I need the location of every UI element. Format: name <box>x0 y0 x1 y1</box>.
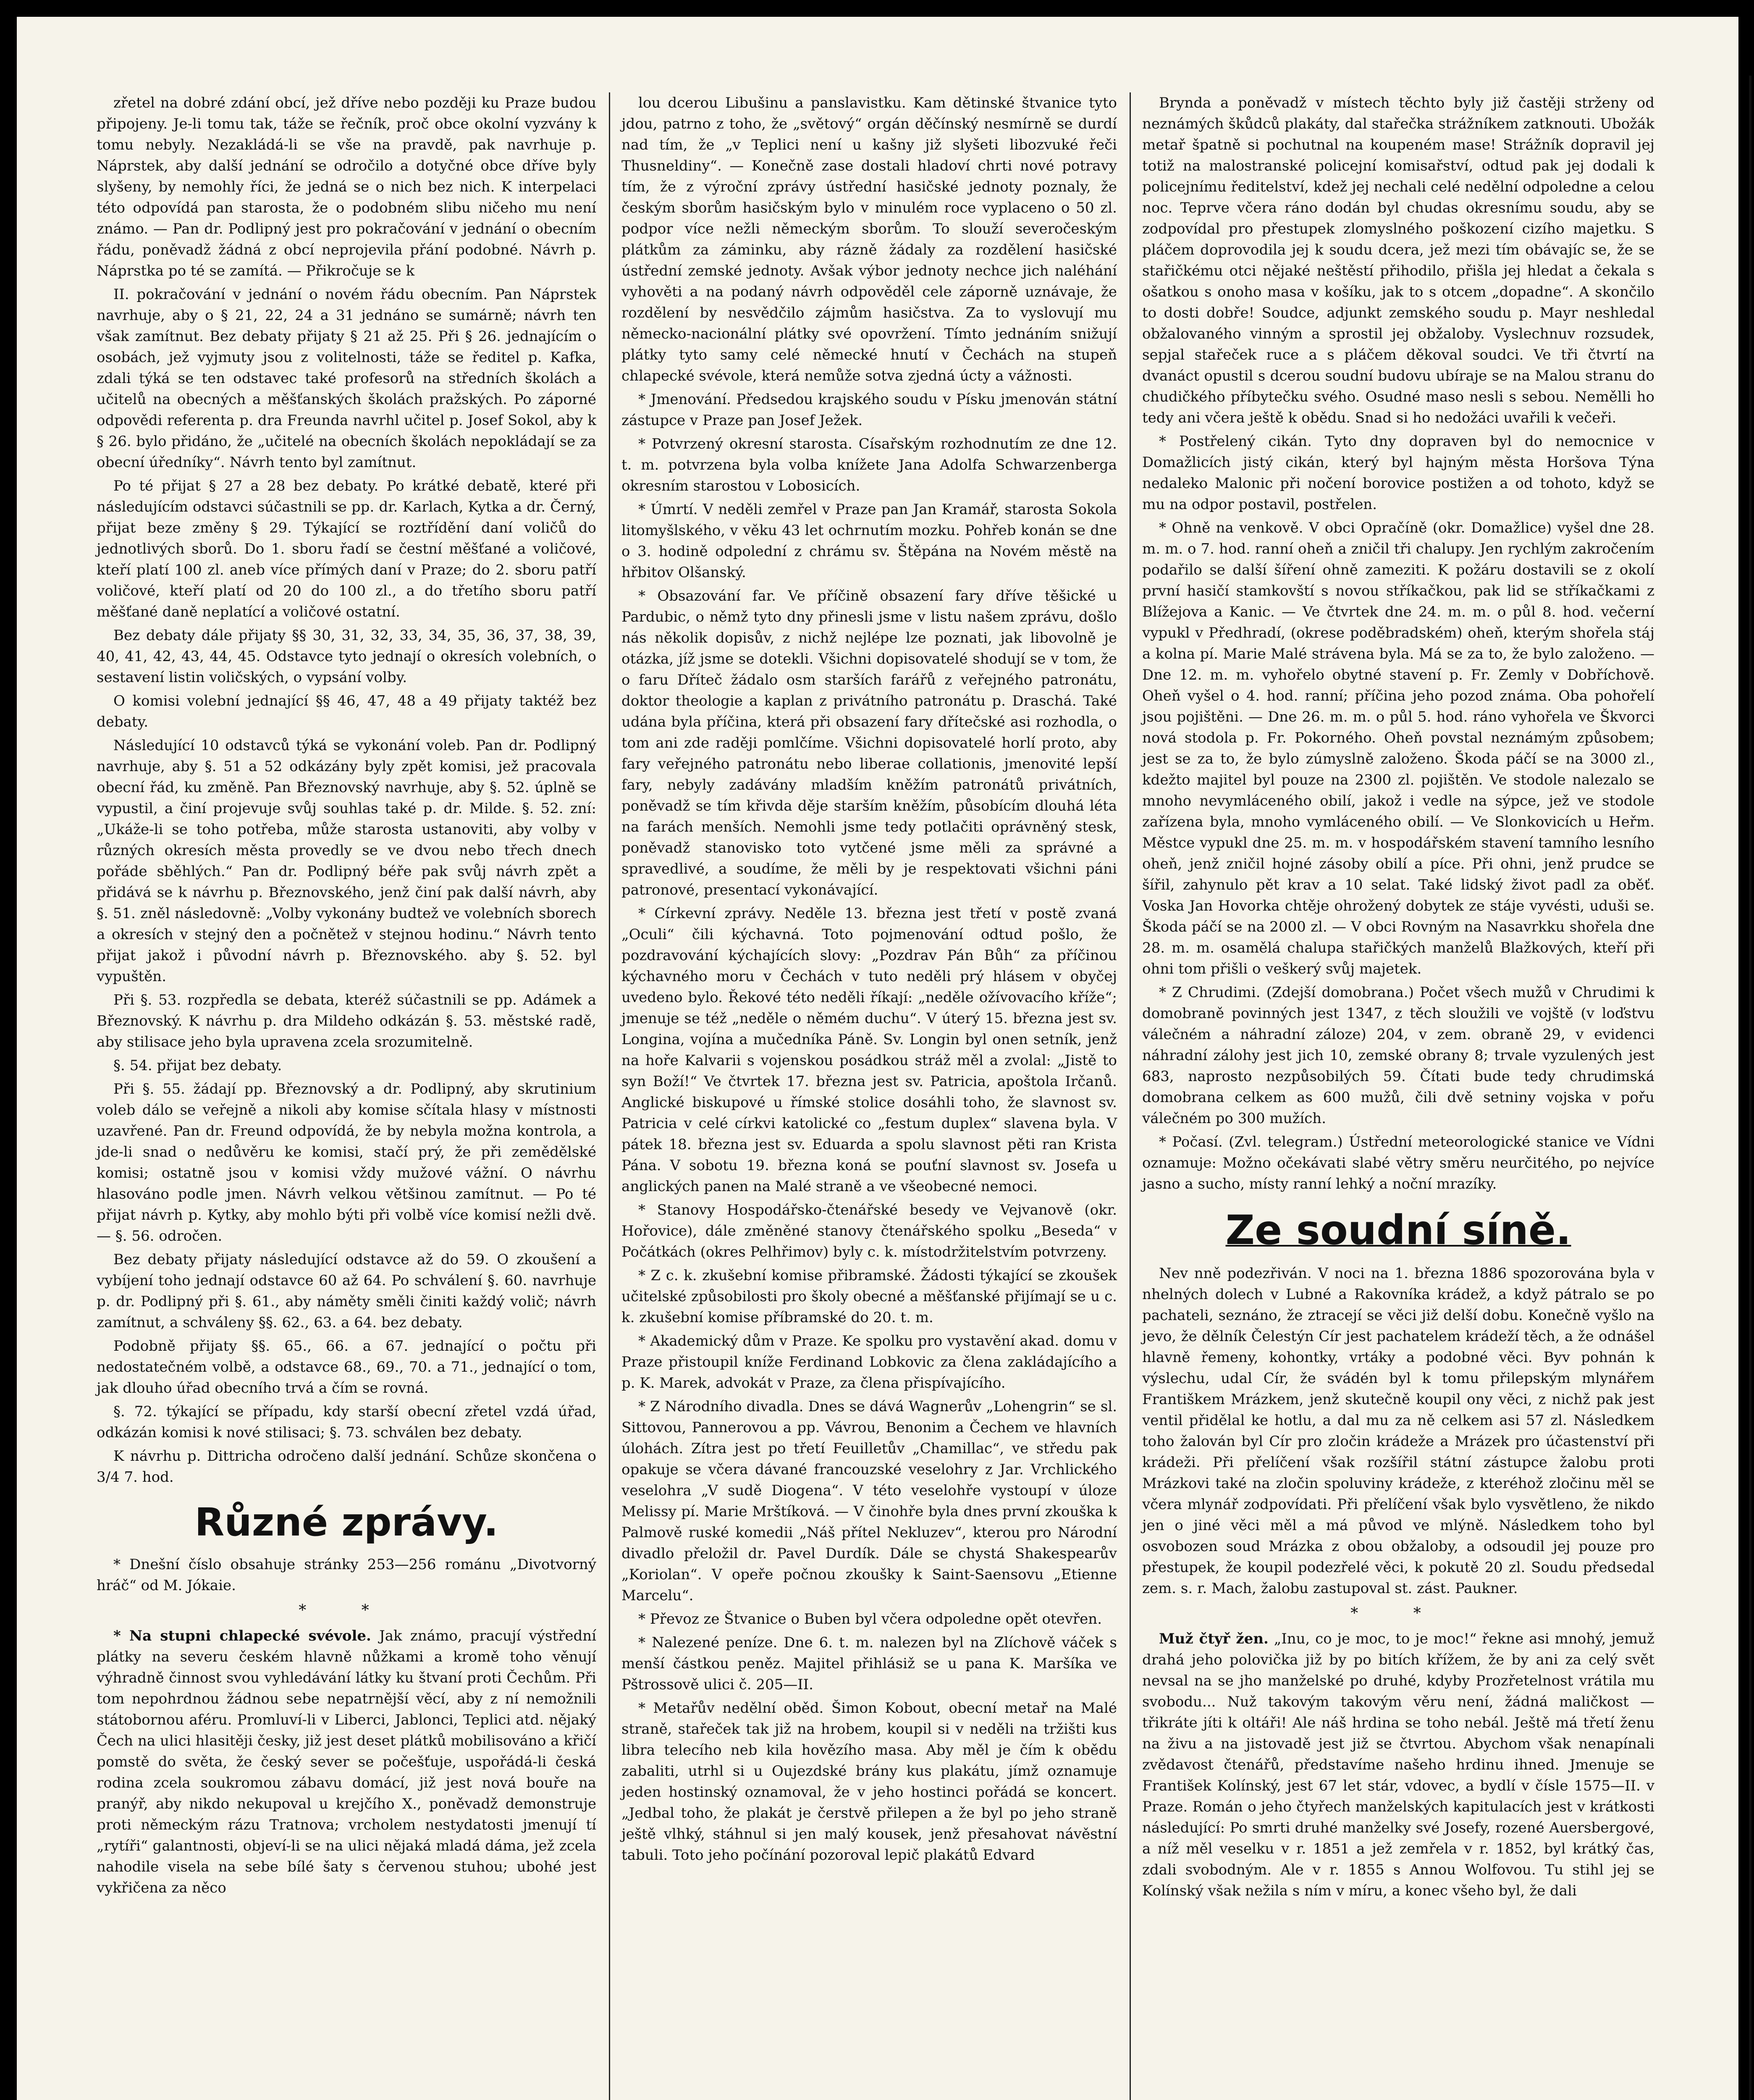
paragraph: Bez debaty přijaty následující odstavce až do 59. O zkoušení a vybíjení toho jednají odstavce 60 až 64. Po schválení §. 60. navrhuje p. dr. Podlipný při §. 61., aby náměty směli činiti každý volič; návrh zamítnut, a schváleny §§. 62., 63. a 64. bez debaty. <box>97 1251 596 1331</box>
paragraph: * Z Chrudimi. (Zdejší domobrana.) Počet všech mužů v Chrudimi k domobraně povinných jest 1347, z těch sloužili ve vojště (v loďstvu válečném a náhradní záloze) 204, v zem. obraně 29, v evidenci náhradní zálohy jest jich 10, zemské obrany 8; trvale vyzulených jest 683, naprosto nezpůsobilých 59. Čítati bude tedy chrudimská domobrana celkem as 600 mužů, čili dvě setniny vojska v pořu válečném po 300 mužích. <box>1142 984 1654 1127</box>
paragraph: * Počasí. (Zvl. telegram.) Ústřední meteorologické stanice ve Vídni oznamuje: Možno očekávati slabé větry směru neurčitého, po nejvíce jasno a sucho, místy ranní lehký a noční mrazíky. <box>1142 1134 1654 1192</box>
column-1 <box>97 92 596 1901</box>
paragraph: * Postřelený cikán. Tyto dny dopraven byl do nemocnice v Domažlicích jistý cikán, který byl hajným města Horšova Týna nedaleko Malonic při nočení borovice postižen a od tohoto, když se mu na odpor postavil, postřelen. <box>1142 433 1654 513</box>
paragraph: * Obsazování far. Ve příčině obsazení fary dříve těšické u Pardubic, o němž tyto dny přinesli jsme v listu našem zprávu, došlo nás několik dopisův, z nichž nejlépe lze poznati, jak libovolně je otázka, jíž jsme se dotekli. Všichni dopisovatelé shodují se v tom, že o faru Dříteč žádalo osm starších farářů z veřejného patronátu, doktor theologie a kaplan z privátního patronátu p. Draschá. Také udána byla příčina, která při obsazení fary dřítečské asi rozhodla, o tom ani zde raději pomlčíme. Všichni dopisovatelé horlí proto, aby fary veřejného patronátu nebo liberae collationis, jmenovité lepší fary, nebyly zadávány mladším kněžím patronátů privátních, poněvadž se tím křivda děje starším kněžím, působícím dlouhá léta na farách menších. Nemohli jsme tedy potlačiti oprávněný stesk, poněvadž stanovisko toto vytčené jsme měli za správné a spravedlivé, a soudíme, že měli by je respektovati všichni páni patronové, presentací vykonávající. <box>621 588 1117 898</box>
paragraph: Bez debaty dále přijaty §§ 30, 31, 32, 33, 34, 35, 36, 37, 38, 39, 40, 41, 42, 43, 44, 45. Odstavce tyto jednají o okresích volebních, o sestavení listin voličských, o vypsání volby. <box>97 627 596 686</box>
paragraph: * Potvrzený okresní starosta. Císařským rozhodnutím ze dne 12. t. m. potvrzena byla volba knížete Jana Adolfa Schwarzenberga okresním starostou v Lobosicích. <box>621 436 1117 494</box>
paragraph: zřetel na dobré zdání obcí, jež dříve nebo později ku Praze budou připojeny. Je-li tomu tak, táže se řečník, proč obce okolní vyzvány k tomu nebyly. Nezakládá-li se vše na pravdě, pak navrhuje p. Náprstek, aby další jednání se odročilo a dotyčné obce dříve byly slyšeny, by nemohly říci, že jedná se o nich bez nich. K interpelaci této odpovídá pan starosta, že o podobném slibu ničeho mu není známo. — Pan dr. Podlipný jest pro pokračování v jednání o obecním řádu, poněvadž žádná z obcí neprojevila přání podobné. Návrh p. Náprstka po té se zamítá. — Přikročuje se k <box>97 94 596 279</box>
column-3 <box>1142 92 1654 1904</box>
paragraph: * Jmenování. Předsedou krajského soudu v Písku jmenován státní zástupce v Praze pan Josef Ježek. <box>621 391 1117 429</box>
separator-stars: * * <box>299 1602 394 1619</box>
paragraph: lou dcerou Libušinu a panslavistku. Kam dětinské štvanice tyto jdou, patrno z toho, že „světový“ orgán děčínský nesmírně se durdí nad tím, že „v Teplici není u kašny již slyšeti libozvuké řeči Thusneldiny“. — Konečně zase dostali hladoví chrti nové potravy tím, že z výroční zprávy ústřední hasičské jednoty poznaly, že českým sborům hasičským bylo v minulém roce vyplaceno o 50 zl. podpor více nežli německým sborům. To slouží severočeským plátkům za záminku, aby rázně žádaly za rozdělení hasičské ústřední zemské jednoty. Avšak výbor jednoty nechce jich naléhání vyhověti a na podaný návrh odpověděl cele záporně uznávaje, že rozdělení by nesvědčilo zájmům hasičstva. Za to vyslovují mu německo-nacionální plátky své opovržení. Tímto jednáním snižují plátky tyto samy celé německé hnutí v Čechách na stupeň chlapecké svévole, která nemůže sotva zjedná úcty a vážnosti. <box>621 94 1117 384</box>
paragraph: Při §. 55. žádají pp. Březnovský a dr. Podlipný, aby skrutinium voleb dálo se veřejně a nikoli aby komise sčítala hlasy v místnosti uzavřené. Pan dr. Freund odpovídá, že by nebyla možna kontrola, a jde-li snad o nedůvěru ke komisi, stačí prý, že při zemědělské komisi; ostatně jsou v komisi vždy mužové vážní. O návrhu hlasováno podle jmen. Návrh velkou většinou zamítnut. — Po té přijat návrh p. Kytky, aby mohlo býti při volbě více komisí nežli dvě. — §. 56. odročen. <box>97 1081 596 1244</box>
column-2 <box>621 92 1117 1868</box>
paragraph: * Z c. k. zkušební komise přibramské. Žádosti týkající se zkoušek učitelské způsobilosti pro školy obecné a měšťanské přijímají se u c. k. zkušební komise příbramské do 20. t. m. <box>621 1267 1117 1326</box>
paragraph: Při §. 53. rozpředla se debata, kteréž súčastnili se pp. Adámek a Březnovský. K návrhu p. dra Mildeho odkázán §. 53. městské radě, aby stilisace jeho byla upravena zcela srozumitelně. <box>97 992 596 1050</box>
paragraph: * Nalezené peníze. Dne 6. t. m. nalezen byl na Zlíchově váček s menší částkou peněz. Majitel přihlásiž se u pana K. Maršíka ve Pštrossově ulici č. 205—II. <box>621 1634 1117 1693</box>
paragraph: * Akademický dům v Praze. Ke spolku pro vystavění akad. domu v Praze přistoupil kníže Ferdinand Lobkovic za člena zakládajícího a p. K. Marek, advokát v Praze, za člena přispívajícího. <box>621 1333 1117 1391</box>
story-text: Jak známo, pracují výstřední plátky na severu českém hlavně nůžkami a kromě toho věnují výhradně činnost svou vyhledávání látky ku štvaní proti Čechům. Při tom nepohrdnou žádnou sebe nepatrnější věcí, aby z ní nemožnili státobornou aféru. Promluví-li v Liberci, Jablonci, Teplici atd. nějaký Čech na ulici hlasitěji česky, již jest deset plátků mobilisováno a křičí pomstě do světa, že český sever se počešťuje, uspořádá-li česká rodina zcela soukromou zábavu domácí, již jest nová bouře na pranýř, aby nikdo nekupoval u krejčího X., poněvadž demonstruje proti německým rázu Tratnova; vrcholem nestydatosti jmenují tí „rytíři“ galantnosti, objeví-li se na ulici nějaká mladá dáma, jež zcela nahodile visela na sebe bílé šaty s červenou stuhou; ubohé jest vykřičena za něco <box>97 1628 596 1896</box>
paragraph: Následující 10 odstavců týká se vykonání voleb. Pan dr. Podlipný navrhuje, aby §. 51 a 52 odkázány byly zpět komisi, jež pracovala obecní řád, ku změně. Pan Březnovský navrhuje, aby §. 52. úplně se vypustil, a činí projevuje svůj souhlas také p. dr. Milde. §. 52. zní: „Ukáže-li se toho potřeba, může starosta ustanoviti, aby volby v různých okresích města provedly se ve dvou nebo třech dnech pořáde sběhlých.“ Pan dr. Podlipný béře pak svůj návrh zpět a přidává se k návrhu p. Březnovského, jenž činí pak další návrh, aby §. 51. zněl následovně: „Volby vykonány budtež ve volebních sborech a okresích v stejný den a počnětež v stejnou hodinu.“ Návrh tento přijat jakož i původní návrh p. Březnovského. aby §. 52. byl vypuštěn. <box>97 737 596 985</box>
story-text: „Inu, co je moc, to je moc!“ řekne asi mnohý, jemuž drahá jeho polovička již by po bitích křížem, že by ani za celý svět nevsal na se jho manželské po druhé, kdyby Prozřetelnost vrátila mu svobodu... Nuž takovým takovým věru není, žádná maličkost — třikráte jíti k oltáři! Ale náš hrdina se toho nebál. Ještě má třetí ženu na živu a na jistovadě jest již se čtvrtou. Abychom však nenapínali zvědavost čtenářů, představíme našeho hrdinu ihned. Jmenuje se František Kolínský, jest 67 let stár, vdovec, a bydlí v čísle 1575—II. v Praze. Román o jeho čtyřech manželských kapitulacích jest v krátkosti následující: Po smrti druhé manželky své Josefy, rozené Auersbergové, a níž měl veselku v r. 1851 a jež zemřela v r. 1852, byl krátký čas, zdali svobodným. Ale v r. 1855 s Annou Wolfovou. Tu stihl jej se Kolínský však nežila s ním v míru, a konec všeho byl, že dali <box>1142 1630 1655 1899</box>
separator-stars: * * <box>1350 1605 1446 1622</box>
paragraph: * Z Národního divadla. Dnes se dává Wagnerův „Lohengrin“ se sl. Sittovou, Pannerovou a pp. Vávrou, Benonim a Čechem ve hlavních úlohách. Zítra jest po třetí Feuilletův „Chamillac“, ve středu pak opakuje se včera dávané francouzské veselohry z Jar. Vrchlického veselohra „V sudě Diogena“. V této veselohře vystoupí v úloze Melissy pí. Marie Mrštíková. — V činohře byla dnes první zkouška k Palmově ruské komedii „Náš přítel Nekluzev“, kterou pro Národní divadlo přeložil dr. Pavel Durdík. Dále se chystá Shakespearův „Koriolan“. V opeře počnou zkoušky k Saint-Saensovu „Etienne Marcelu“. <box>621 1398 1117 1604</box>
paragraph: * Dnešní číslo obsahuje stránky 253—256 románu „Divotvorný hráč“ od M. Jókaie. <box>97 1556 596 1594</box>
column-rule <box>609 92 610 2100</box>
paragraph: §. 72. týkající se případu, kdy starší obecní zřetel vzdá úřad, odkázán komisi k nové stilisaci; §. 73. schválen bez debaty. <box>97 1403 596 1441</box>
section-heading-ze-soudni-sine: Ze soudní síně. <box>1225 1207 1571 1254</box>
paragraph: §. 54. přijat bez debaty. <box>113 1057 282 1074</box>
paragraph: * Stanovy Hospodářsko-čtenářské besedy ve Vejvanově (okr. Hořovice), dále změněné stanovy čtenářského spolku „Beseda“ v Počátkách (okres Pelhřimov) byly c. k. místodržitelstvím potvrzeny. <box>621 1202 1117 1260</box>
paragraph: Po té přijat § 27 a 28 bez debaty. Po krátké debatě, které při následujícím odstavci súčastnili se pp. dr. Karlach, Kytka a dr. Černý, přijat beze změny § 29. Týkající se roztřídění daní voličů do jednotlivých sborů. Do 1. sboru řadí se čestní měšťané a voličové, kteří platí 100 zl. aneb více přímých daní v Praze; do 2. sboru patří voličové, kteří platí od 20 do 100 zl., a do třetího sboru patří měšťané daně neplatící a voličové ostatní. <box>97 478 596 620</box>
paragraph <box>1142 1628 1654 1901</box>
column-rule <box>1130 92 1131 2100</box>
paragraph: * Úmrtí. V neděli zemřel v Praze pan Jan Kramář, starosta Sokola litomyšlského, v věku 43 let ochrnutím mozku. Pohřeb konán se dne o 3. hodině odpolední z chrámu sv. Štěpána na Novém městě na hřbitov Olšanský. <box>621 501 1117 581</box>
paragraph <box>97 1625 596 1898</box>
paragraph: * Metařův nedělní oběd. Šimon Kobout, obecní metař na Malé straně, stařeček tak již na hrobem, koupil si v neděli na tržišti kus libra telecího neb kila hovězího masa. Aby měl je čím k obědu zabaliti, utrhl si u Oujezdské brány kus plakátu, jímž oznamuje jeden hostinský oznamoval, že v jeho hostinci pořádá se koncert. „Jedbal toho, že plakát je čerstvě přilepen a že byl po jeho straně ještě vlhký, stáhnul si jen malý kousek, jenž přesahovat návěstní tabuli. Toto jeho počínání pozoroval lepič plakátů Edvard <box>621 1700 1117 1864</box>
paragraph: Podobně přijaty §§. 65., 66. a 67. jednající o počtu při nedostatečném volbě, a odstavce 68., 69., 70. a 71., jednající o tom, jak dlouho úřad obecního trvá a čím se rovná. <box>97 1338 596 1396</box>
paragraph: II. pokračování v jednání o novém řádu obecním. Pan Náprstek navrhuje, aby o § 21, 22, 24 a 31 jednáno se sumárně; návrh ten však zamítnut. Bez debaty přijaty § 21 až 25. Při § 26. jednajícím o osobách, jež vyjmuty jsou z volitelnosti, táže se ředitel p. Kafka, zdali týká se ten odstavec také profesorů na středních školách a učitelů na obecných a měšťanských školách pražských. Po záporné odpovědi referenta p. dra Freunda navrhl učitel p. Josef Sokol, aby k § 26. bylo přidáno, že „učitelé na obecních školách nepokládají se za obecní úředníky“. Návrh tento byl zamítnut. <box>97 286 596 471</box>
paragraph: * Církevní zprávy. Neděle 13. března jest třetí v postě zvaná „Oculi“ čili kýchavná. Toto pojmenování odtud pošlo, že pozdravování kýchajících slovy: „Pozdrav Pán Bůh“ za příčinou kýchavného moru v Čechách v tuto neděli prý hlásem v obyčej uvedeno bylo. Řekové této neděli říkají: „neděle ožívovacího kříže“; jmenuje se též „neděle o němém duchu“. V úterý 15. března jest sv. Longina, vojína a mučedníka Páně. Sv. Longin byl onen setník, jenž na hoře Kalvarii s vojenskou posádkou stráž měl a zvolal: „Jistě to syn Boží!“ Ve čtvrtek 17. března jest sv. Patricia, apoštola Irčanů. Anglické biskupové u římské stolice dosáhli toho, že slavnost sv. Patricia v celé církvi katolické co „festum duplex“ slavena byla. V pátek 18. března jest sv. Eduarda a spolu slavnost pěti ran Krista Pána. V sobotu 19. března koná se pouťní slavnost sv. Josefa u anglických panen na Malé straně a ve všeobecné nemoci. <box>621 905 1117 1195</box>
story-title: * Na stupni chlapecké svévole. <box>113 1628 371 1644</box>
paragraph: K návrhu p. Dittricha odročeno další jednání. Schůze skončena o 3/4 7. hod. <box>97 1448 596 1486</box>
page-edge <box>1749 76 1751 2100</box>
paragraph: O komisi volební jednající §§ 46, 47, 48 a 49 přijaty taktéž bez debaty. <box>97 693 596 730</box>
paragraph: Nev nně podezřiván. V noci na 1. března 1886 spozorována byla v nhelných dolech v Lubné a Rakovníka krádež, a když pátralo se po pachateli, seznáno, že ztracejí se věci již delší dobu. Konečně vyšlo na jevo, že dělník Čelestýn Cír jest pachatelem krádeží těch, a že odnášel hlavně řemeny, kohontky, vrtáky a podobné věci. Byv pohnán k výslechu, udal Cír, že svádén byl k tomu přilepským mlynářem Františkem Mrázkem, jenž skutečně koupil ony věci, z nichž pak jest ventil přidělal ke hotlu, a dal mu za ně celkem asi 57 zl. Následkem toho žalován byl Cír pro zločin krádeže a Mrázek pro účastenství při krádeži. Při přelíčení však rozšířil státní zástupce žalobu proti Mrázkovi také na zločin spoluviny krádeže, z kteréhož zločinu měl se včera mlynář zodpovídati. Při přelíčení však bylo vysvětleno, že nikdo jen o jiné věci měl a má původ ve mlýně. Následkem toho byl osvobozen soud Mrázka z obou obžaloby, a odsoudil jej pouze pro přestupek, že koupil podezřelé věci, k pokutě 20 zl. Soudu předsedal zem. s. r. Mach, žalobu zastupoval st. zást. Paukner. <box>1142 1265 1654 1597</box>
newspaper-page <box>17 17 1738 2100</box>
section-heading-ruzne-zpravy: Různé zprávy. <box>194 1500 498 1545</box>
paragraph: * Ohně na venkově. V obci Opračíně (okr. Domažlice) vyšel dne 28. m. m. o 7. hod. ranní oheň a zničil tři chalupy. Jen rychlým zakročením podařilo se další šíření ohně zameziti. K požáru dostavili se z okolí první hasičí stamkovští s novou stříkačkou, pak lid se stříkačkami z Blížejova a Kanic. — Ve čtvrtek dne 24. m. m. o půl 8. hod. večerní vypukl v Předhradí, (okrese poděbradském) oheň, kterým shořela stáj a kolna pí. Marie Malé strávena byla. Má se za to, že bylo založeno. — Dne 12. m. m. vyhořelo obytné stavení p. Fr. Zemly v Dobříchově. Oheň vyšel o 4. hod. ranní; příčina jeho pozod známa. Oba pohořelí jsou pojištěni. — Dne 26. m. m. o půl 5. hod. ráno vyhořela ve Škvorci nová stodola p. Fr. Pokorného. Oheň povstal neznámým způsobem; jest se za to, že bylo zúmyslně založeno. Škoda páčí se na 3000 zl., kdežto majitel byl pouze na 2300 zl. pojištěn. Ve stodole nalezalo se mnoho nevymláceného obilí, jakož i vedle na sýpce, jež ve stodole zařízena byla, mnoho vymláceného obilí. — Ve Slonkovicích u Heřm. Městce vypukl dne 25. m. m. v hospodářském stavení tamního lesního oheň, jenž zničil hojné zásoby obilí a píce. Při ohni, jenž prudce se šířil, zahynulo pět krav a 10 selat. Také lidský život padl za oběť. Voska Jan Hovorka chtěje ohrožený dobytek ze stáje vyvésti, uduši se. Škoda páčí se na 2000 zl. — V obci Rovným na Nasavrkku shořela dne 28. m. m. osamělá chalupa stařičkých manželů Blažkových, kteří při ohni tom přišli o veškerý svůj majetek. <box>1142 520 1654 977</box>
story-title: Muž čtyř žen. <box>1159 1630 1269 1647</box>
paragraph: Brynda a poněvadž v místech těchto byly již častěji strženy od neznámých škůdců plakáty, dal stařečka strážníkem zatknouti. Ubožák metař špatně si pochutnal na koupeném mase! Strážník dopravil jej totiž na malostranské policejní komisařství, odtud pak jej dodali k policejnímu ředitelství, kdež jej nechali celé nedělní odpoledne a celou noc. Teprve včera ráno dodán byl chudas okresnímu soudu, aby se zodpovídal pro přestupek zlomyslného poškození cizího majetku. S pláčem doprovodila jej k soudu dcera, jež mezi tím obávajíc se, že se stařičkému otci nějaké neštěstí přihodilo, přišla jej hledat a čekala s ošatkou s onoho masa v košíku, jak to s otcem „dopadne“. A skončilo to dosti dobře! Soudce, adjunkt zemského soudu p. Mayr neshledal obžalovaného vinným a sprostil jej obžaloby. Vyslechnuv rozsudek, sepjal stařeček ruce a s pláčem děkoval soudci. Ve tři čtvrtí na dvanáct opustil s dcerou soudní budovu ubíraje se na Malou stranu do chudičkého příbytečku svého. Osudné maso nesli s sebou. Nemělli ho tedy ani včera ještě k obědu. Snad si ho nedožáci uvařili k večeři. <box>1142 94 1654 426</box>
paragraph: * Převoz ze Štvanice o Buben byl včera odpoledne opět otevřen. <box>638 1611 1102 1628</box>
